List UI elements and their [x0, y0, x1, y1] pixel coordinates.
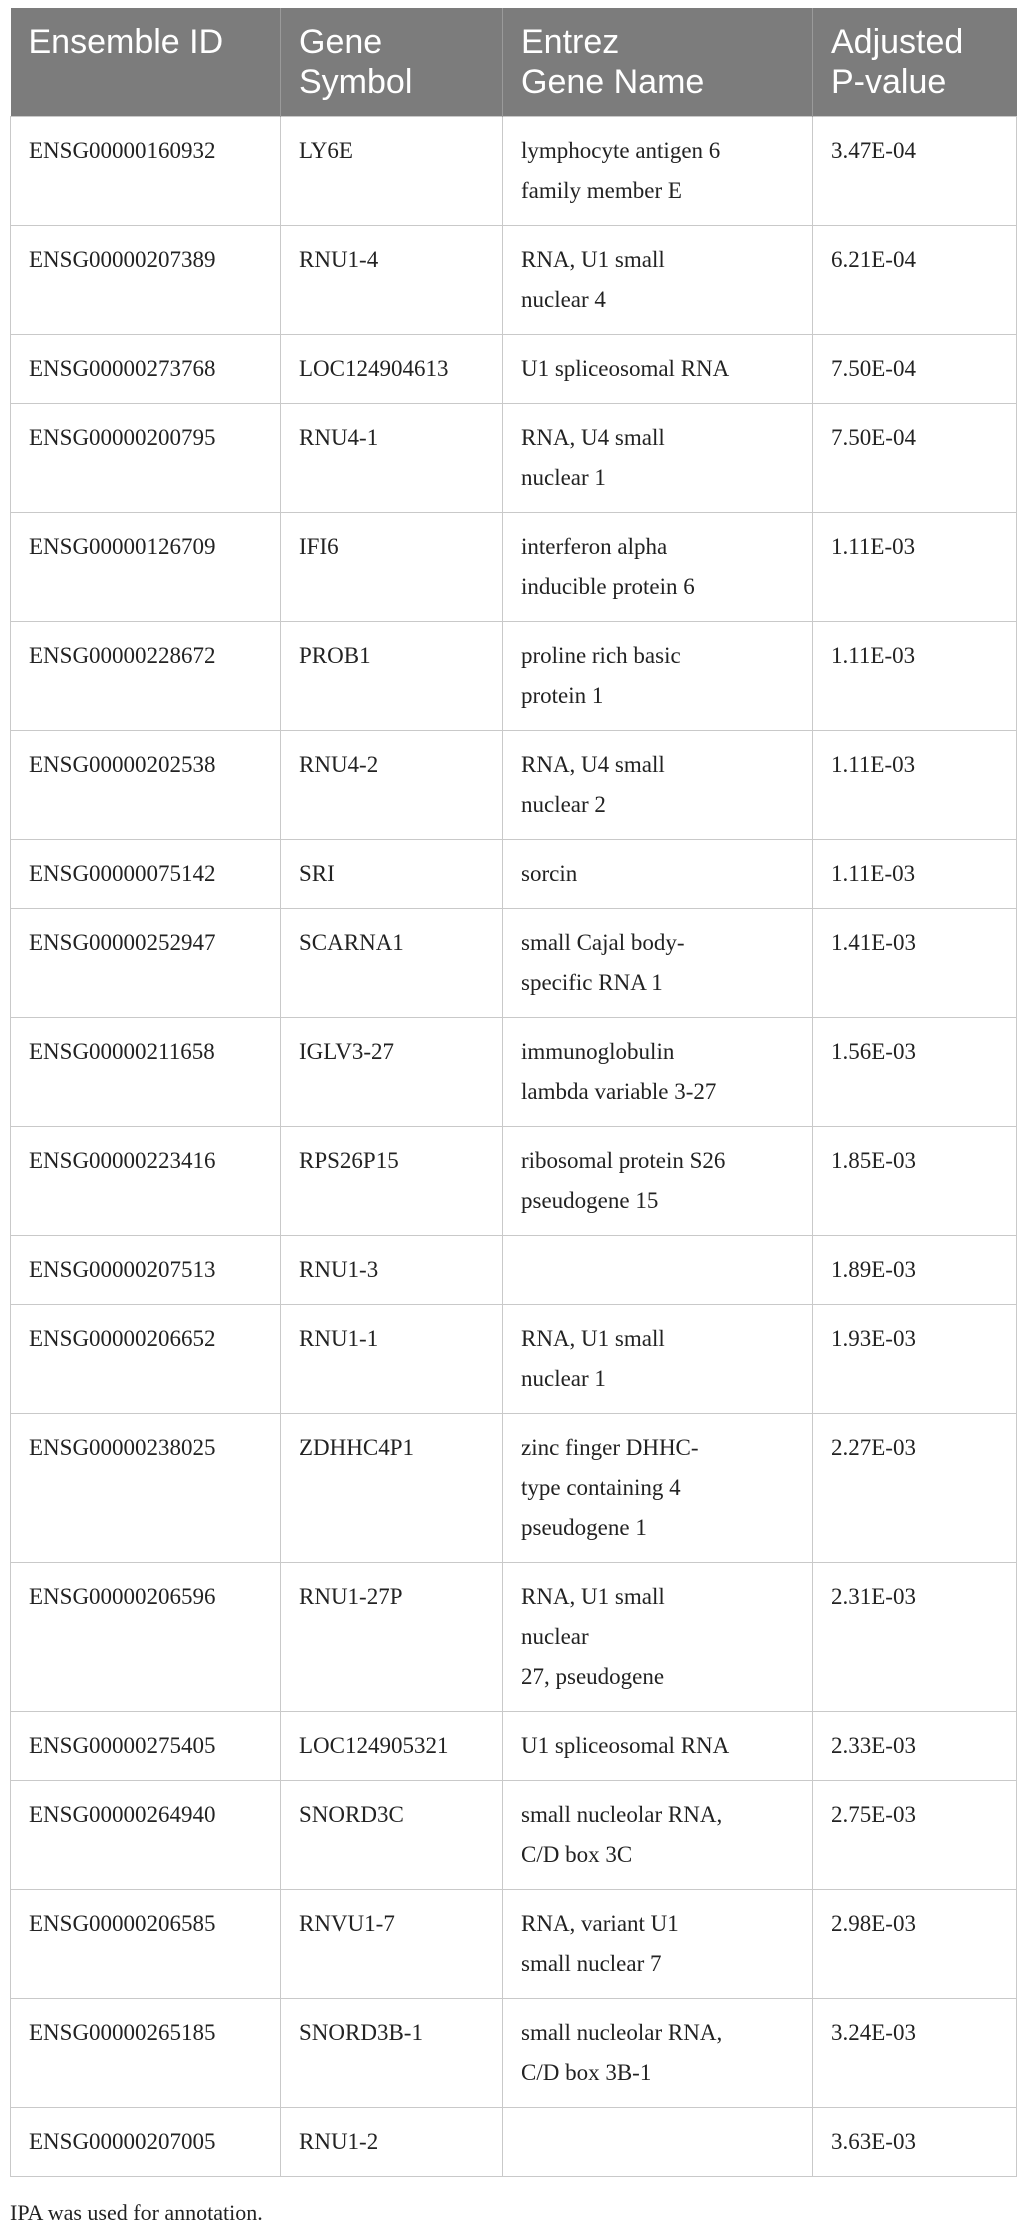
cell-ensemble-id: ENSG00000206585: [11, 1890, 281, 1999]
cell-gene-name: ribosomal protein S26 pseudogene 15: [503, 1127, 813, 1236]
cell-p-value: 1.93E-03: [813, 1305, 1017, 1414]
table-row: [11, 909, 1017, 1018]
header-gene-symbol: Gene Symbol: [281, 8, 503, 117]
table-row: [11, 1781, 1017, 1890]
table-row: [11, 731, 1017, 840]
cell-ensemble-id: ENSG00000273768: [11, 335, 281, 404]
table-row: [11, 622, 1017, 731]
table-row: [11, 2108, 1017, 2177]
cell-p-value: 3.47E-04: [813, 117, 1017, 226]
cell-gene-symbol: RNU4-2: [281, 731, 503, 840]
cell-p-value: 1.11E-03: [813, 731, 1017, 840]
cell-gene-name: [503, 2108, 813, 2177]
cell-gene-name: lymphocyte antigen 6 family member E: [503, 117, 813, 226]
cell-gene-name: RNA, U1 small nuclear 27, pseudogene: [503, 1563, 813, 1712]
cell-ensemble-id: ENSG00000202538: [11, 731, 281, 840]
cell-ensemble-id: ENSG00000207005: [11, 2108, 281, 2177]
cell-p-value: 2.75E-03: [813, 1781, 1017, 1890]
cell-ensemble-id: ENSG00000200795: [11, 404, 281, 513]
cell-gene-symbol: LOC124904613: [281, 335, 503, 404]
cell-gene-name: U1 spliceosomal RNA: [503, 335, 813, 404]
cell-gene-symbol: RNU4-1: [281, 404, 503, 513]
cell-p-value: 3.24E-03: [813, 1999, 1017, 2108]
cell-p-value: 1.85E-03: [813, 1127, 1017, 1236]
cell-gene-symbol: RNU1-27P: [281, 1563, 503, 1712]
cell-ensemble-id: ENSG00000223416: [11, 1127, 281, 1236]
cell-gene-name: small nucleolar RNA, C/D box 3B-1: [503, 1999, 813, 2108]
cell-ensemble-id: ENSG00000126709: [11, 513, 281, 622]
table-footnote: IPA was used for annotation.: [10, 2200, 263, 2225]
cell-p-value: 1.56E-03: [813, 1018, 1017, 1127]
cell-gene-name: RNA, U4 small nuclear 2: [503, 731, 813, 840]
table-header: [11, 8, 1017, 117]
header-entrez-gene-name: Entrez Gene Name: [503, 8, 813, 117]
cell-ensemble-id: ENSG00000206596: [11, 1563, 281, 1712]
cell-ensemble-id: ENSG00000238025: [11, 1414, 281, 1563]
cell-p-value: 3.63E-03: [813, 2108, 1017, 2177]
table-row: [11, 513, 1017, 622]
cell-gene-symbol: SRI: [281, 840, 503, 909]
table-row: [11, 117, 1017, 226]
cell-gene-symbol: RNU1-2: [281, 2108, 503, 2177]
gene-table: [10, 8, 1017, 2177]
cell-gene-symbol: PROB1: [281, 622, 503, 731]
cell-gene-name: RNA, U4 small nuclear 1: [503, 404, 813, 513]
table-row: [11, 404, 1017, 513]
cell-p-value: 7.50E-04: [813, 404, 1017, 513]
header-adjusted-p-value: Adjusted P-value: [813, 8, 1017, 117]
cell-p-value: 1.11E-03: [813, 513, 1017, 622]
table-row: [11, 1236, 1017, 1305]
table-row: [11, 1563, 1017, 1712]
cell-ensemble-id: ENSG00000207389: [11, 226, 281, 335]
cell-ensemble-id: ENSG00000075142: [11, 840, 281, 909]
cell-gene-name: RNA, U1 small nuclear 4: [503, 226, 813, 335]
header-ensemble-id: Ensemble ID: [11, 8, 281, 117]
cell-gene-name: proline rich basic protein 1: [503, 622, 813, 731]
cell-gene-name: small nucleolar RNA, C/D box 3C: [503, 1781, 813, 1890]
cell-ensemble-id: ENSG00000275405: [11, 1712, 281, 1781]
cell-p-value: 1.41E-03: [813, 909, 1017, 1018]
cell-gene-symbol: RNVU1-7: [281, 1890, 503, 1999]
cell-gene-name: immunoglobulin lambda variable 3-27: [503, 1018, 813, 1127]
cell-gene-name: [503, 1236, 813, 1305]
cell-ensemble-id: ENSG00000206652: [11, 1305, 281, 1414]
table-row: [11, 1890, 1017, 1999]
cell-gene-symbol: RNU1-1: [281, 1305, 503, 1414]
header-row: [11, 8, 1017, 117]
cell-gene-name: zinc finger DHHC- type containing 4 pseudogene 1: [503, 1414, 813, 1563]
cell-p-value: 1.11E-03: [813, 622, 1017, 731]
cell-gene-name: small Cajal body- specific RNA 1: [503, 909, 813, 1018]
table-body: [11, 117, 1017, 2177]
cell-gene-symbol: SNORD3B-1: [281, 1999, 503, 2108]
gene-table-container: [10, 8, 1016, 2177]
cell-p-value: 2.27E-03: [813, 1414, 1017, 1563]
cell-gene-symbol: LY6E: [281, 117, 503, 226]
cell-gene-symbol: SNORD3C: [281, 1781, 503, 1890]
cell-ensemble-id: ENSG00000264940: [11, 1781, 281, 1890]
cell-gene-name: RNA, variant U1 small nuclear 7: [503, 1890, 813, 1999]
cell-gene-symbol: IGLV3-27: [281, 1018, 503, 1127]
cell-p-value: 2.33E-03: [813, 1712, 1017, 1781]
table-row: [11, 226, 1017, 335]
cell-p-value: 6.21E-04: [813, 226, 1017, 335]
table-row: [11, 1018, 1017, 1127]
cell-p-value: 2.31E-03: [813, 1563, 1017, 1712]
cell-gene-symbol: RNU1-4: [281, 226, 503, 335]
cell-ensemble-id: ENSG00000160932: [11, 117, 281, 226]
table-row: [11, 1999, 1017, 2108]
table-row: [11, 335, 1017, 404]
cell-p-value: 1.89E-03: [813, 1236, 1017, 1305]
cell-gene-symbol: RNU1-3: [281, 1236, 503, 1305]
cell-gene-name: interferon alpha inducible protein 6: [503, 513, 813, 622]
table-row: [11, 1305, 1017, 1414]
cell-gene-name: RNA, U1 small nuclear 1: [503, 1305, 813, 1414]
cell-ensemble-id: ENSG00000265185: [11, 1999, 281, 2108]
cell-gene-symbol: IFI6: [281, 513, 503, 622]
table-row: [11, 1414, 1017, 1563]
cell-ensemble-id: ENSG00000252947: [11, 909, 281, 1018]
cell-gene-symbol: ZDHHC4P1: [281, 1414, 503, 1563]
cell-gene-name: sorcin: [503, 840, 813, 909]
cell-ensemble-id: ENSG00000228672: [11, 622, 281, 731]
table-row: [11, 1127, 1017, 1236]
cell-gene-name: U1 spliceosomal RNA: [503, 1712, 813, 1781]
cell-gene-symbol: LOC124905321: [281, 1712, 503, 1781]
cell-p-value: 1.11E-03: [813, 840, 1017, 909]
cell-gene-symbol: RPS26P15: [281, 1127, 503, 1236]
table-row: [11, 1712, 1017, 1781]
cell-p-value: 2.98E-03: [813, 1890, 1017, 1999]
table-row: [11, 840, 1017, 909]
cell-ensemble-id: ENSG00000211658: [11, 1018, 281, 1127]
cell-p-value: 7.50E-04: [813, 335, 1017, 404]
cell-gene-symbol: SCARNA1: [281, 909, 503, 1018]
cell-ensemble-id: ENSG00000207513: [11, 1236, 281, 1305]
